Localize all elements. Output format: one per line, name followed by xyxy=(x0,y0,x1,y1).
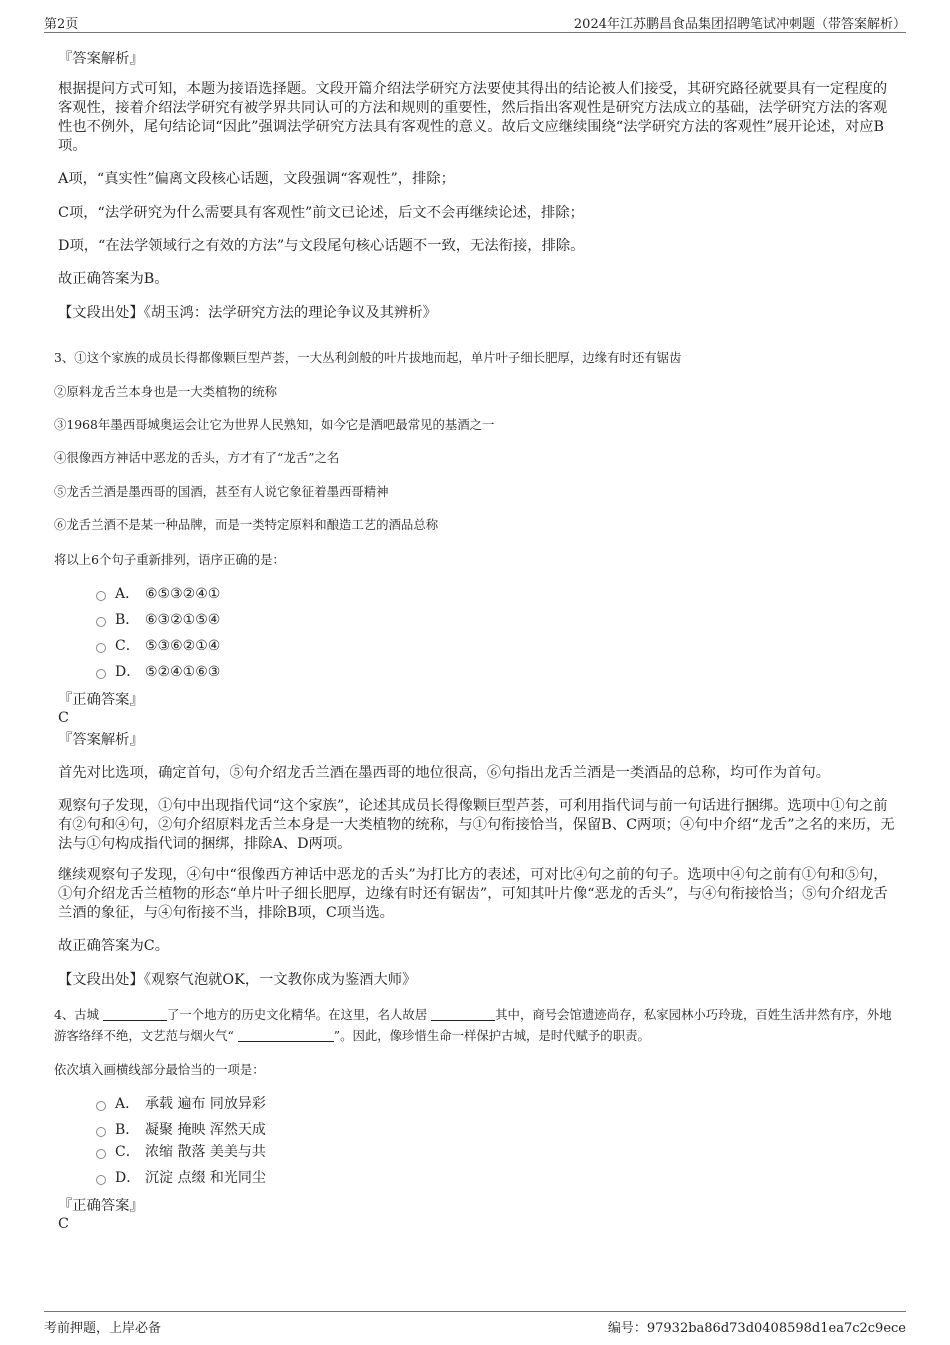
footer-doc-id: 编号：97932ba86d73d0408598d1ea7c2c9ece xyxy=(607,1321,906,1336)
q4-answer-label: 『正确答案』 xyxy=(58,1198,144,1214)
q3-prompt: 将以上6个句子重新排列，语序正确的是： xyxy=(54,552,285,567)
q4-prompt: 依次填入画横线部分最恰当的一项是： xyxy=(54,1062,265,1077)
q4-option-c[interactable]: C． 浓缩 散落 美美与共 xyxy=(96,1142,266,1162)
q3-option-c[interactable]: C． ⑤③⑥②①④ xyxy=(96,636,220,656)
q4-blank-2 xyxy=(431,1007,495,1021)
q4-option-a[interactable]: A． 承载 遍布 同放异彩 xyxy=(96,1094,266,1114)
q3-source: 【文段出处】《观察气泡就OK，一文教你成为鉴酒大师》 xyxy=(58,972,417,988)
radio-icon[interactable] xyxy=(96,669,106,679)
radio-icon[interactable] xyxy=(96,1149,106,1159)
radio-icon[interactable] xyxy=(96,1127,106,1137)
q3-analysis-p3: 继续观察句子发现，④句中“很像西方神话中恶龙的舌头”为打比方的表述，可对比④句之前的句子。选项中④句之前有①句和⑤句，①句介绍龙舌兰植物的形态“单片叶子细长肥厚，边缘有时还有锯齿”，可知其叶片像“恶龙的舌头”，与④句衔接恰当；⑤句介绍龙舌兰酒的象征，与④句衔接不当，排除B项，C项当选。 xyxy=(58,867,888,921)
q3-sentence-5: ⑤龙舌兰酒是墨西哥的国酒，甚至有人说它象征着墨西哥精神 xyxy=(54,484,389,499)
q2-analysis-option-c: C项，“法学研究为什么需要具有客观性”前文已论述，后文不会再继续论述，排除； xyxy=(58,205,584,221)
q2-analysis-label: 『答案解析』 xyxy=(58,51,144,67)
q4-passage: 4、古城 了一个地方的历史文化精华。在这里，名人故居 其中，商号会馆遗迹尚存，私家园林小巧玲珑，百姓生活井然有序，外地游客络绎不绝，文艺范与烟火气“ ”。因此，像珍惜生命一样保护古城，是时代赋予的职责。 xyxy=(54,1007,892,1043)
q3-answer: C xyxy=(58,710,69,726)
radio-icon[interactable] xyxy=(96,1175,106,1185)
q4-blank-3 xyxy=(238,1028,334,1042)
q4-answer: C xyxy=(58,1216,69,1232)
radio-icon[interactable] xyxy=(96,1101,106,1111)
page-footer xyxy=(44,1311,906,1338)
q3-answer-label: 『正确答案』 xyxy=(58,692,144,708)
q4-option-d[interactable]: D． 沉淀 点缀 和光同尘 xyxy=(96,1168,266,1188)
q3-sentence-6: ⑥龙舌兰酒不是某一种品牌，而是一类特定原料和酿造工艺的酒品总称 xyxy=(54,517,439,532)
q3-option-b[interactable]: B． ⑥③②①⑤④ xyxy=(96,610,220,630)
footer-slogan: 考前押题，上岸必备 xyxy=(44,1321,162,1336)
q2-analysis-option-d: D项，“在法学领域行之有效的方法”与文段尾句核心话题不一致，无法衔接，排除。 xyxy=(58,238,585,254)
q4-blank-1 xyxy=(103,1007,167,1021)
document-title: 2024年江苏鹏昌食品集团招聘笔试冲刺题（带答案解析） xyxy=(573,17,906,32)
radio-icon[interactable] xyxy=(96,591,106,601)
page-number: 第2页 xyxy=(44,17,79,32)
q3-analysis-p1: 首先对比选项，确定首句，⑤句介绍龙舌兰酒在墨西哥的地位很高，⑥句指出龙舌兰酒是一类酒品的总称，均可作为首句。 xyxy=(58,765,831,781)
q3-sentence-3: ③1968年墨西哥城奥运会让它为世界人民熟知，如今它是酒吧最常见的基酒之一 xyxy=(54,417,495,432)
q3-option-a[interactable]: A． ⑥⑤③②④① xyxy=(96,584,220,604)
q2-analysis-option-a: A项，“真实性”偏离文段核心话题，文段强调“客观性”，排除； xyxy=(58,171,455,187)
radio-icon[interactable] xyxy=(96,643,106,653)
page-header xyxy=(44,8,906,33)
q2-analysis-paragraph: 根据提问方式可知，本题为接语选择题。文段开篇介绍法学研究方法要使其得出的结论被人们接受，其研究路径就要具有一定程度的客观性，接着介绍法学研究有被学界共同认可的方法和规则的重要性，然后指出客观性是研究方法成立的基础，法学研究方法的客观性也不例外，尾句结论词“因此”强调法学研究方法具有客观性的意义。故后文应继续围绕“法学研究方法的客观性”展开论述，对应B项。 xyxy=(58,81,888,154)
q3-sentence-1: 3、①这个家族的成员长得都像颗巨型芦荟，一大丛利剑般的叶片拔地而起，单片叶子细长肥厚，边缘有时还有锯齿 xyxy=(54,350,682,365)
q3-sentence-2: ②原料龙舌兰本身也是一大类植物的统称 xyxy=(54,384,278,399)
q3-conclusion: 故正确答案为C。 xyxy=(58,938,170,954)
q4-option-b[interactable]: B． 凝聚 掩映 浑然天成 xyxy=(96,1120,266,1140)
q3-analysis-label: 『答案解析』 xyxy=(58,732,144,748)
radio-icon[interactable] xyxy=(96,617,106,627)
q3-analysis-p2: 观察句子发现，①句中出现指代词“这个家族”，论述其成员长得像颗巨型芦荟，可利用指代词与前一句话进行捆绑。选项中①句之前有②句和④句，②句介绍原料龙舌兰本身是一大类植物的统称，与①句衔接恰当，保留B、C两项；④句中介绍“龙舌”之名的来历，无法与①句构成指代词的捆绑，排除A、D两项。 xyxy=(58,798,895,852)
q3-option-d[interactable]: D． ⑤②④①⑥③ xyxy=(96,662,220,682)
q3-sentence-4: ④很像西方神话中恶龙的舌头，方才有了“龙舌”之名 xyxy=(54,450,340,465)
q2-conclusion: 故正确答案为B。 xyxy=(58,271,169,287)
q2-source: 【文段出处】《胡玉鸿：法学研究方法的理论争议及其辨析》 xyxy=(58,305,437,321)
